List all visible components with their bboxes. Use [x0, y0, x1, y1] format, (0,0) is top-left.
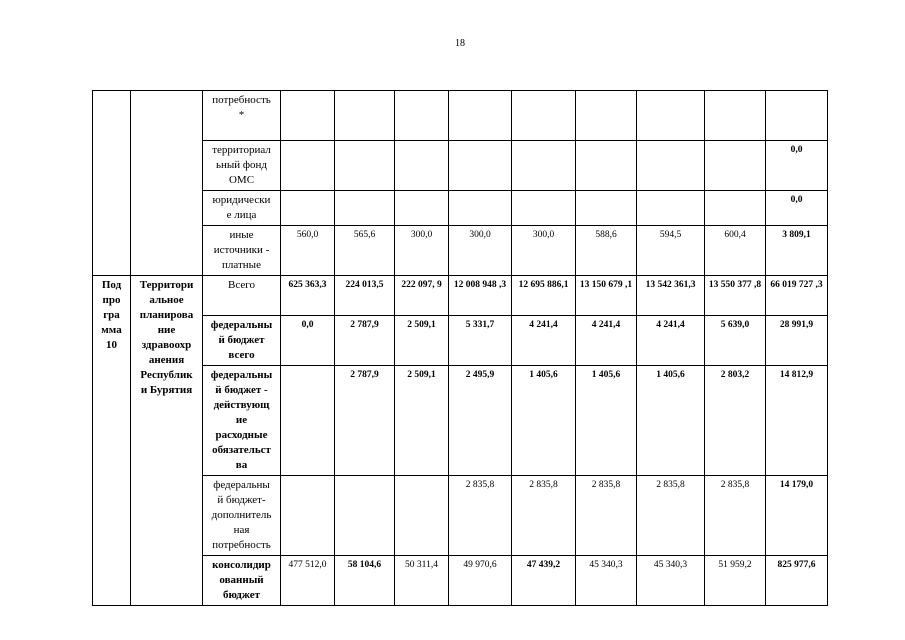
value-cell — [766, 91, 828, 141]
value-cell: 594,5 — [637, 226, 705, 276]
text-line: федеральны — [213, 479, 270, 491]
text-line: юридически — [212, 194, 271, 206]
table-row — [93, 91, 828, 141]
value-cell — [637, 141, 705, 191]
value-cell: 14 812,9 — [766, 366, 828, 476]
funding-source — [203, 316, 281, 366]
value-cell — [395, 141, 449, 191]
table-row — [93, 556, 828, 606]
value-cell: 4 241,4 — [512, 316, 576, 366]
text-line: ованный — [219, 574, 264, 586]
value-cell — [395, 91, 449, 141]
value-cell: 50 311,4 — [395, 556, 449, 606]
text-line: потребность — [212, 539, 271, 551]
value-cell: 300,0 — [512, 226, 576, 276]
value-cell: 47 439,2 — [512, 556, 576, 606]
value-cell: 2 803,2 — [705, 366, 766, 476]
value-cell — [335, 191, 395, 226]
value-cell: 1 405,6 — [512, 366, 576, 476]
text-line: планирова — [139, 309, 194, 321]
value-cell: 2 835,8 — [512, 476, 576, 556]
text-line: действующ — [213, 399, 270, 411]
value-cell: 224 013,5 — [335, 276, 395, 316]
text-line: Республик — [140, 369, 193, 381]
text-line: е лица — [226, 209, 257, 221]
value-cell: 2 509,1 — [395, 316, 449, 366]
value-cell — [449, 141, 512, 191]
value-cell — [576, 91, 637, 141]
value-cell: 14 179,0 — [766, 476, 828, 556]
text-line: ная — [233, 524, 250, 536]
text-line: здравоохр — [141, 339, 192, 351]
text-line: иные — [229, 229, 254, 241]
table-row — [93, 476, 828, 556]
value-cell: 58 104,6 — [335, 556, 395, 606]
text-line: * — [238, 109, 245, 121]
value-cell: 300,0 — [395, 226, 449, 276]
program-number-cell — [93, 91, 131, 276]
program-name — [131, 276, 203, 606]
text-line: альное — [149, 294, 184, 306]
value-cell — [281, 141, 335, 191]
text-line: консолидир — [212, 559, 271, 571]
text-line: федеральны — [210, 319, 273, 331]
value-cell: 0,0 — [766, 141, 828, 191]
text-line: и Бурятия — [140, 384, 193, 396]
value-cell — [705, 141, 766, 191]
value-cell: 5 331,7 — [449, 316, 512, 366]
table-row — [93, 141, 828, 191]
value-cell — [281, 91, 335, 141]
funding-source — [203, 141, 281, 191]
text-line: бюджет — [223, 589, 260, 601]
value-cell — [705, 191, 766, 226]
value-cell: 560,0 — [281, 226, 335, 276]
text-line: й бюджет- — [217, 494, 266, 506]
value-cell: 600,4 — [705, 226, 766, 276]
text-line: федеральны — [210, 369, 273, 381]
table-row — [93, 226, 828, 276]
text-line: 10 — [106, 339, 117, 351]
text-line: мма — [101, 324, 122, 336]
funding-source — [203, 226, 281, 276]
text-line: ОМС — [228, 174, 255, 186]
value-cell: 2 787,9 — [335, 316, 395, 366]
value-cell — [512, 91, 576, 141]
text-line: Территори — [139, 279, 194, 291]
text-line: всего — [228, 349, 255, 361]
value-cell: 0,0 — [281, 316, 335, 366]
value-cell — [705, 91, 766, 141]
value-cell — [395, 476, 449, 556]
value-cell — [281, 191, 335, 226]
value-cell: 13 550 377 ,8 — [705, 276, 766, 316]
funding-source — [203, 556, 281, 606]
value-cell: 2 495,9 — [449, 366, 512, 476]
value-cell: 49 970,6 — [449, 556, 512, 606]
table-row — [93, 366, 828, 476]
program-number — [93, 276, 131, 606]
value-cell: 51 959,2 — [705, 556, 766, 606]
table-row — [93, 191, 828, 226]
value-cell: 13 542 361,3 — [637, 276, 705, 316]
value-cell: 0,0 — [766, 191, 828, 226]
value-cell: 45 340,3 — [637, 556, 705, 606]
value-cell — [576, 191, 637, 226]
value-cell — [637, 191, 705, 226]
value-cell: 477 512,0 — [281, 556, 335, 606]
value-cell: 3 809,1 — [766, 226, 828, 276]
text-line: ие — [235, 414, 248, 426]
text-line: платные — [222, 259, 261, 271]
budget-table — [92, 90, 828, 606]
value-cell: 4 241,4 — [637, 316, 705, 366]
funding-source — [203, 476, 281, 556]
value-cell: 2 835,8 — [576, 476, 637, 556]
table-row — [93, 316, 828, 366]
value-cell: 5 639,0 — [705, 316, 766, 366]
value-cell: 825 977,6 — [766, 556, 828, 606]
funding-source — [203, 366, 281, 476]
value-cell: 588,6 — [576, 226, 637, 276]
text-line: ьный фонд — [215, 159, 268, 171]
value-cell — [335, 476, 395, 556]
value-cell: 1 405,6 — [637, 366, 705, 476]
text-line: дополнитель — [211, 509, 272, 521]
value-cell: 2 835,8 — [705, 476, 766, 556]
value-cell — [449, 191, 512, 226]
value-cell: 222 097, 9 — [395, 276, 449, 316]
value-cell: 12 008 948 ,3 — [449, 276, 512, 316]
text-line: ние — [157, 324, 176, 336]
table-row — [93, 276, 828, 316]
value-cell: 2 835,8 — [637, 476, 705, 556]
value-cell: 13 150 679 ,1 — [576, 276, 637, 316]
funding-source — [203, 276, 281, 316]
funding-source — [203, 91, 281, 141]
funding-source — [203, 191, 281, 226]
value-cell: 2 835,8 — [449, 476, 512, 556]
text-line: расходные — [215, 429, 268, 441]
value-cell: 2 509,1 — [395, 366, 449, 476]
text-line: Всего — [228, 279, 255, 291]
value-cell: 12 695 886,1 — [512, 276, 576, 316]
value-cell: 625 363,3 — [281, 276, 335, 316]
value-cell: 45 340,3 — [576, 556, 637, 606]
value-cell — [449, 91, 512, 141]
value-cell — [512, 191, 576, 226]
value-cell: 4 241,4 — [576, 316, 637, 366]
value-cell — [281, 476, 335, 556]
text-line: й бюджет - — [215, 384, 268, 396]
text-line: Под — [101, 279, 122, 291]
page-number: 18 — [455, 38, 465, 49]
text-line: потребность — [212, 94, 271, 106]
value-cell: 565,6 — [335, 226, 395, 276]
text-line: территориал — [212, 144, 271, 156]
text-line: про — [102, 294, 121, 306]
text-line: й бюджет — [218, 334, 265, 346]
value-cell — [512, 141, 576, 191]
value-cell: 1 405,6 — [576, 366, 637, 476]
value-cell: 28 991,9 — [766, 316, 828, 366]
value-cell: 300,0 — [449, 226, 512, 276]
text-line: гра — [103, 309, 120, 321]
value-cell — [281, 366, 335, 476]
value-cell — [335, 141, 395, 191]
value-cell — [576, 141, 637, 191]
text-line: ва — [235, 459, 248, 471]
program-name-cell — [131, 91, 203, 276]
value-cell — [395, 191, 449, 226]
value-cell — [335, 91, 395, 141]
text-line: анения — [148, 354, 185, 366]
value-cell: 2 787,9 — [335, 366, 395, 476]
text-line: источники - — [213, 244, 270, 256]
text-line: обязательст — [212, 444, 271, 456]
value-cell — [637, 91, 705, 141]
value-cell: 66 019 727 ,3 — [766, 276, 828, 316]
